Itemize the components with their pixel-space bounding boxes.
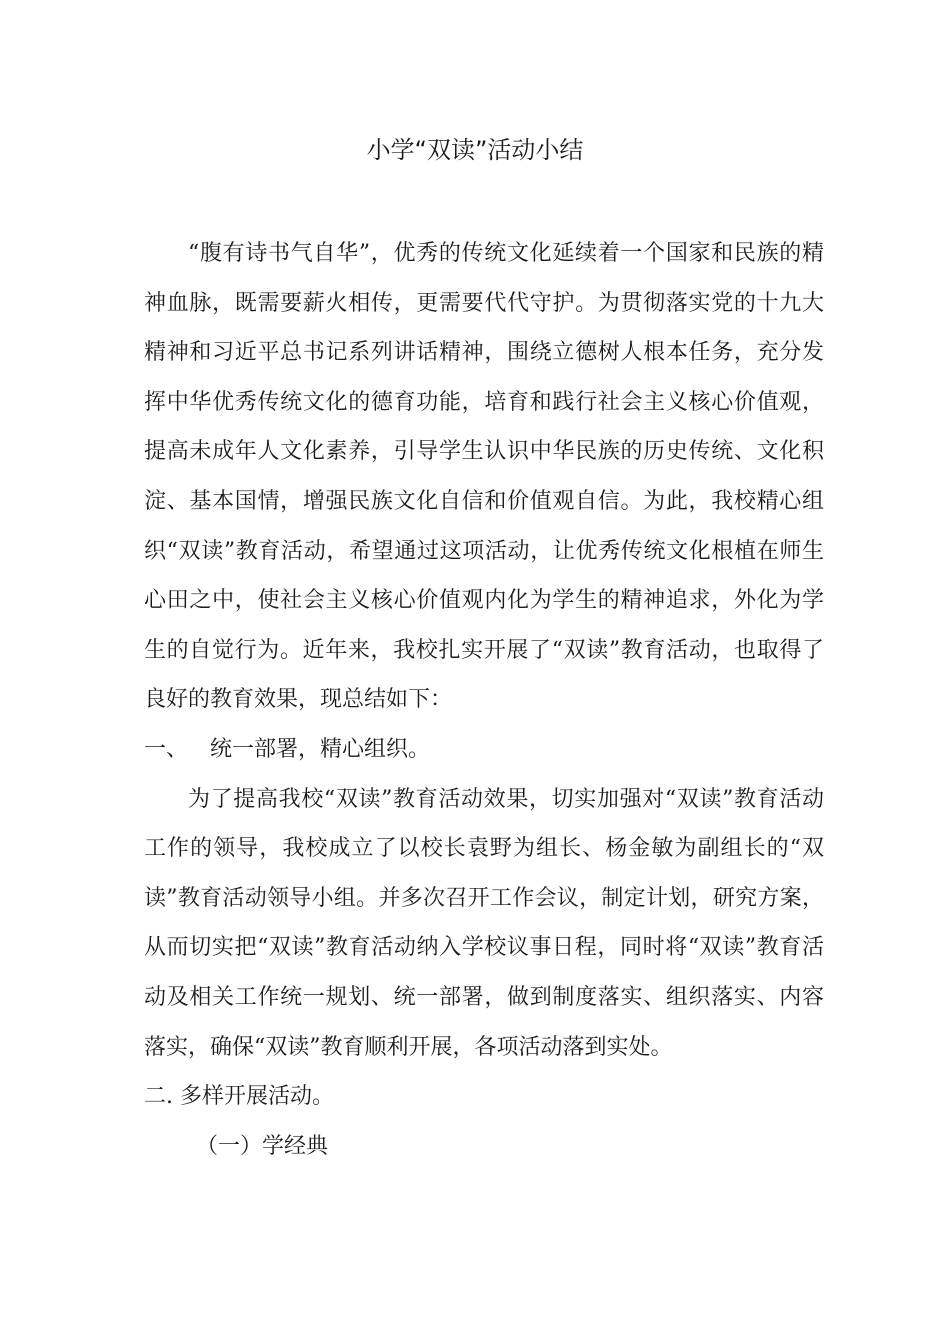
section-1-title: 统一部署，精心组织。 <box>210 736 431 762</box>
section-1-heading <box>144 725 824 775</box>
document-body <box>144 229 824 1171</box>
section-1-number: 一、 <box>144 736 189 762</box>
section-1-paragraph: 为了提高我校“双读”教育活动效果，切实加强对“双读”教育活动工作的领导，我校成立了以校长袁野为组长、杨金敏为副组长的“双读”教育活动领导小组。并多次召开工作会议，制定计划，研究方案，从而切实把“双读”教育活动纳入学校议事日程，同时将“双读”教育活动及相关工作统一规划、统一部署，做到制度落实、组织落实、内容落实，确保“双读”教育顺利开展，各项活动落到实处。 <box>144 786 824 1060</box>
section-2-subheading: （一）学经典 <box>196 1133 329 1159</box>
document-title: 小学“双读”活动小结 <box>366 136 584 164</box>
intro-paragraph: “腹有诗书气自华”，优秀的传统文化延续着一个国家和民族的精神血脉，既需要薪火相传，更需要代代守护。为贯彻落实党的十九大精神和习近平总书记系列讲话精神，围绕立德树人根本任务，充分发挥中华优秀传统文化的德育功能，培育和践行社会主义核心价值观，提高未成年人文化素养，引导学生认识中华民族的历史传统、文化积淀、基本国情，增强民族文化自信和价值观自信。为此，我校精心组织“双读”教育活动，希望通过这项活动，让优秀传统文化根植在师生心田之中，使社会主义核心价值观内化为学生的精神追求，外化为学生的自觉行为。近年来，我校扎实开展了“双读”教育活动，也取得了良好的教育效果，现总结如下： <box>144 241 824 713</box>
section-2-heading: 二. 多样开展活动。 <box>144 1084 334 1110</box>
